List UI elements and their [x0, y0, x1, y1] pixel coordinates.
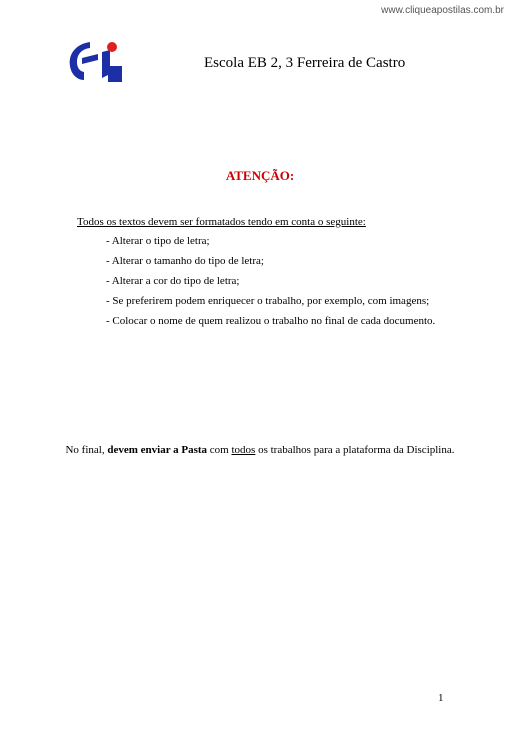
- instruction-list: [106, 234, 435, 334]
- page-number: 1: [438, 692, 444, 704]
- school-name: Escola EB 2, 3 Ferreira de Castro: [204, 55, 406, 71]
- list-item: - Alterar o tipo de letra;: [106, 235, 210, 247]
- list-item: - Se preferirem podem enriquecer o trabalho, por exemplo, com imagens;: [106, 295, 430, 307]
- list-item: - Alterar o tamanho do tipo de letra;: [106, 255, 264, 267]
- intro-text: Todos os textos devem ser formatados tendo em conta o seguinte:: [77, 216, 366, 228]
- final-instruction: [0, 444, 520, 456]
- final-text-bold: devem enviar a Pasta: [107, 444, 208, 456]
- list-item: - Alterar a cor do tipo de letra;: [106, 275, 240, 287]
- final-text-part3: os trabalhos para a plataforma da Disciplina.: [255, 444, 455, 456]
- final-text-part2: com: [207, 444, 232, 456]
- final-text-underlined: todos: [231, 444, 256, 456]
- watermark: www.cliqueapostilas.com.br: [381, 5, 504, 16]
- attention-heading: ATENÇÃO:: [225, 168, 295, 183]
- list-item: - Colocar o nome de quem realizou o trabalho no final de cada documento.: [106, 315, 436, 327]
- final-text-part1: No final,: [65, 444, 108, 456]
- school-logo-icon: [68, 40, 124, 84]
